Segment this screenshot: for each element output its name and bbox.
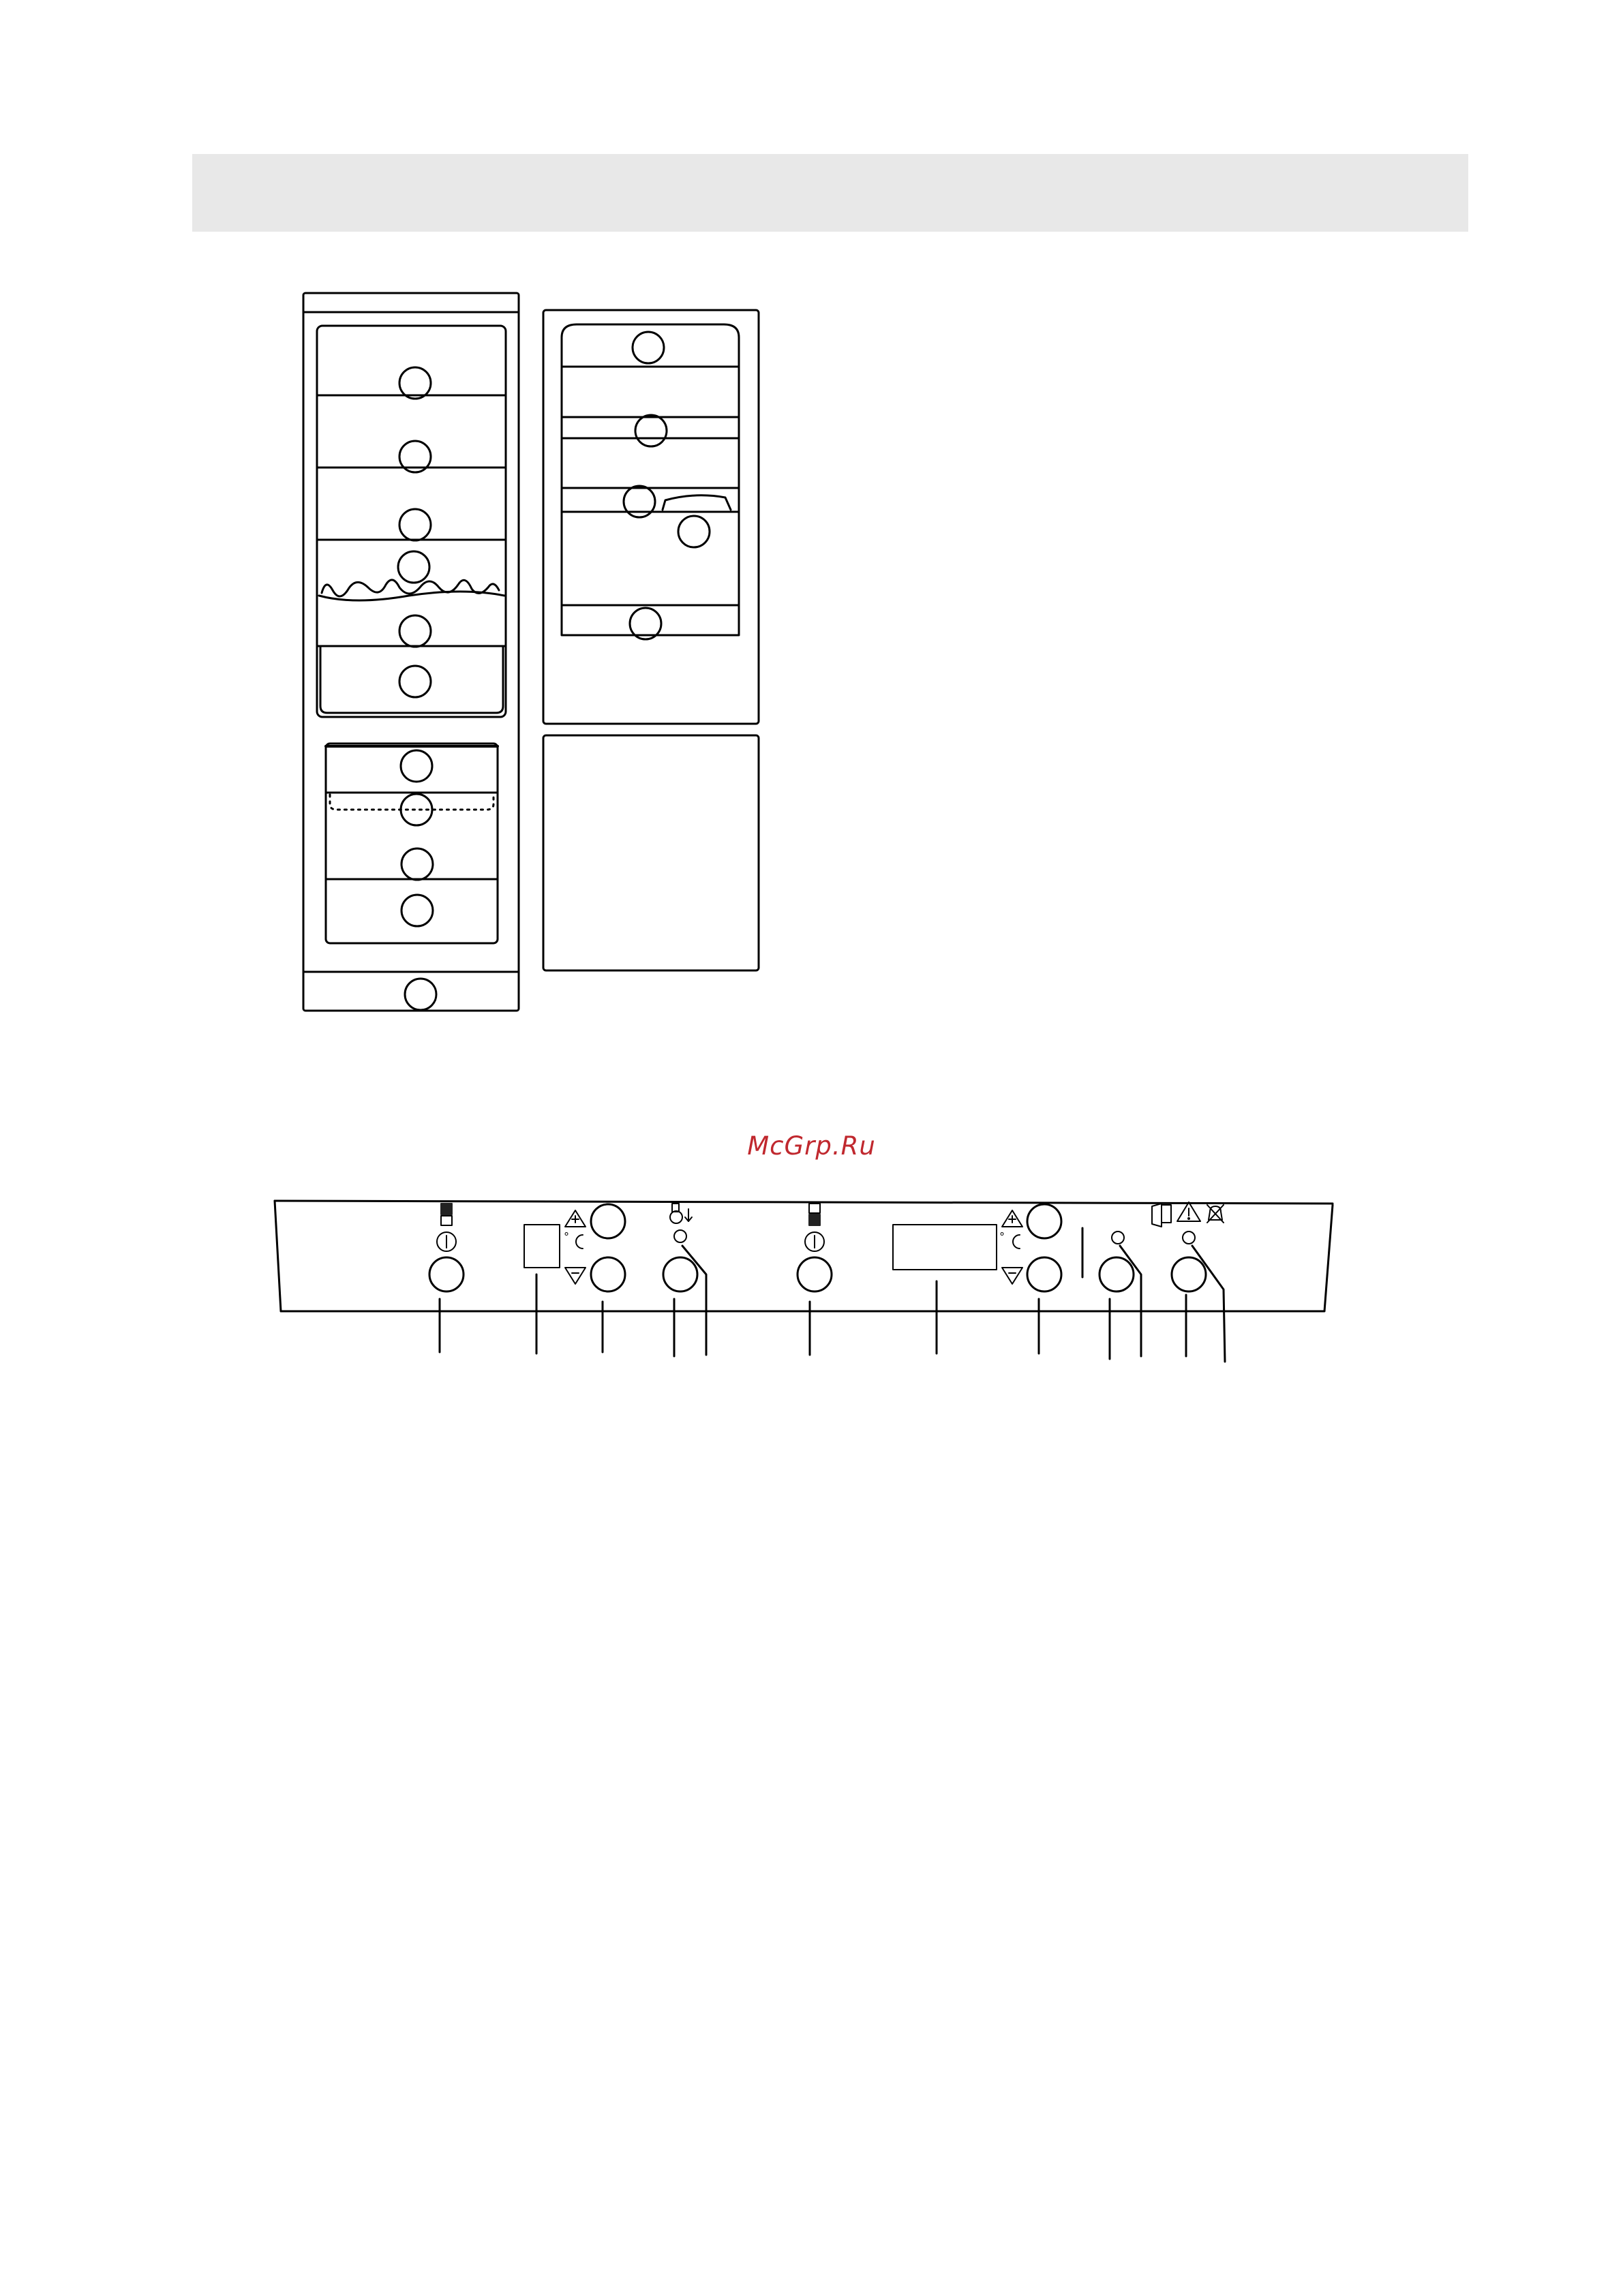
callout-circle <box>635 415 667 446</box>
freezer-door <box>543 735 759 970</box>
super-cool-button[interactable] <box>663 1257 697 1291</box>
svg-text:°: ° <box>564 1230 569 1243</box>
compartment-indicator-icon <box>809 1214 820 1225</box>
leader-lines <box>440 1246 1225 1362</box>
freezer-temp-down-button[interactable] <box>1027 1257 1061 1291</box>
indicator-light <box>1112 1231 1124 1244</box>
callout-circle <box>398 551 429 583</box>
svg-text:°: ° <box>999 1230 1005 1243</box>
callout-circle <box>678 516 710 547</box>
freezer-tray <box>330 795 494 810</box>
power-button[interactable] <box>798 1257 832 1291</box>
watermark-text: McGrp.Ru <box>747 1131 876 1161</box>
doors <box>543 310 759 970</box>
freezer-compartment <box>326 744 498 943</box>
callout-circle <box>405 979 436 1010</box>
door-open-icon <box>1152 1204 1171 1227</box>
compartment-indicator-icon <box>441 1204 452 1214</box>
power-button[interactable] <box>429 1257 464 1291</box>
alarm-off-icon <box>1207 1205 1224 1223</box>
egg-tray-lid <box>663 495 731 510</box>
panel-outline <box>275 1201 1333 1311</box>
callout-circle <box>401 848 433 880</box>
callout-circle <box>401 750 432 782</box>
callout-circle <box>633 332 664 363</box>
indicator-light <box>1183 1231 1195 1244</box>
callout-circle <box>399 367 431 399</box>
fridge-door <box>543 310 759 724</box>
temperature-down-icon <box>565 1268 586 1284</box>
fridge-temperature-display <box>524 1225 560 1268</box>
callout-circle <box>399 615 431 647</box>
super-freeze-button[interactable] <box>1099 1257 1134 1291</box>
fridge-compartment <box>317 326 506 717</box>
freezer-temp-up-button[interactable] <box>1027 1204 1061 1238</box>
callout-circle <box>399 509 431 540</box>
door-panel <box>562 324 739 635</box>
crisper-drawer <box>320 646 503 713</box>
temperature-down-icon <box>1002 1268 1022 1284</box>
callout-circle <box>399 666 431 697</box>
fridge-temp-down-button[interactable] <box>591 1257 625 1291</box>
callout-circle <box>401 895 433 926</box>
alarm-off-button[interactable] <box>1172 1257 1206 1291</box>
control-panel <box>275 1201 1333 1362</box>
freezer-temperature-display <box>893 1225 997 1270</box>
fridge-temp-up-button[interactable] <box>591 1204 625 1238</box>
fridge-interior <box>303 293 519 1011</box>
indicator-light <box>674 1230 686 1242</box>
